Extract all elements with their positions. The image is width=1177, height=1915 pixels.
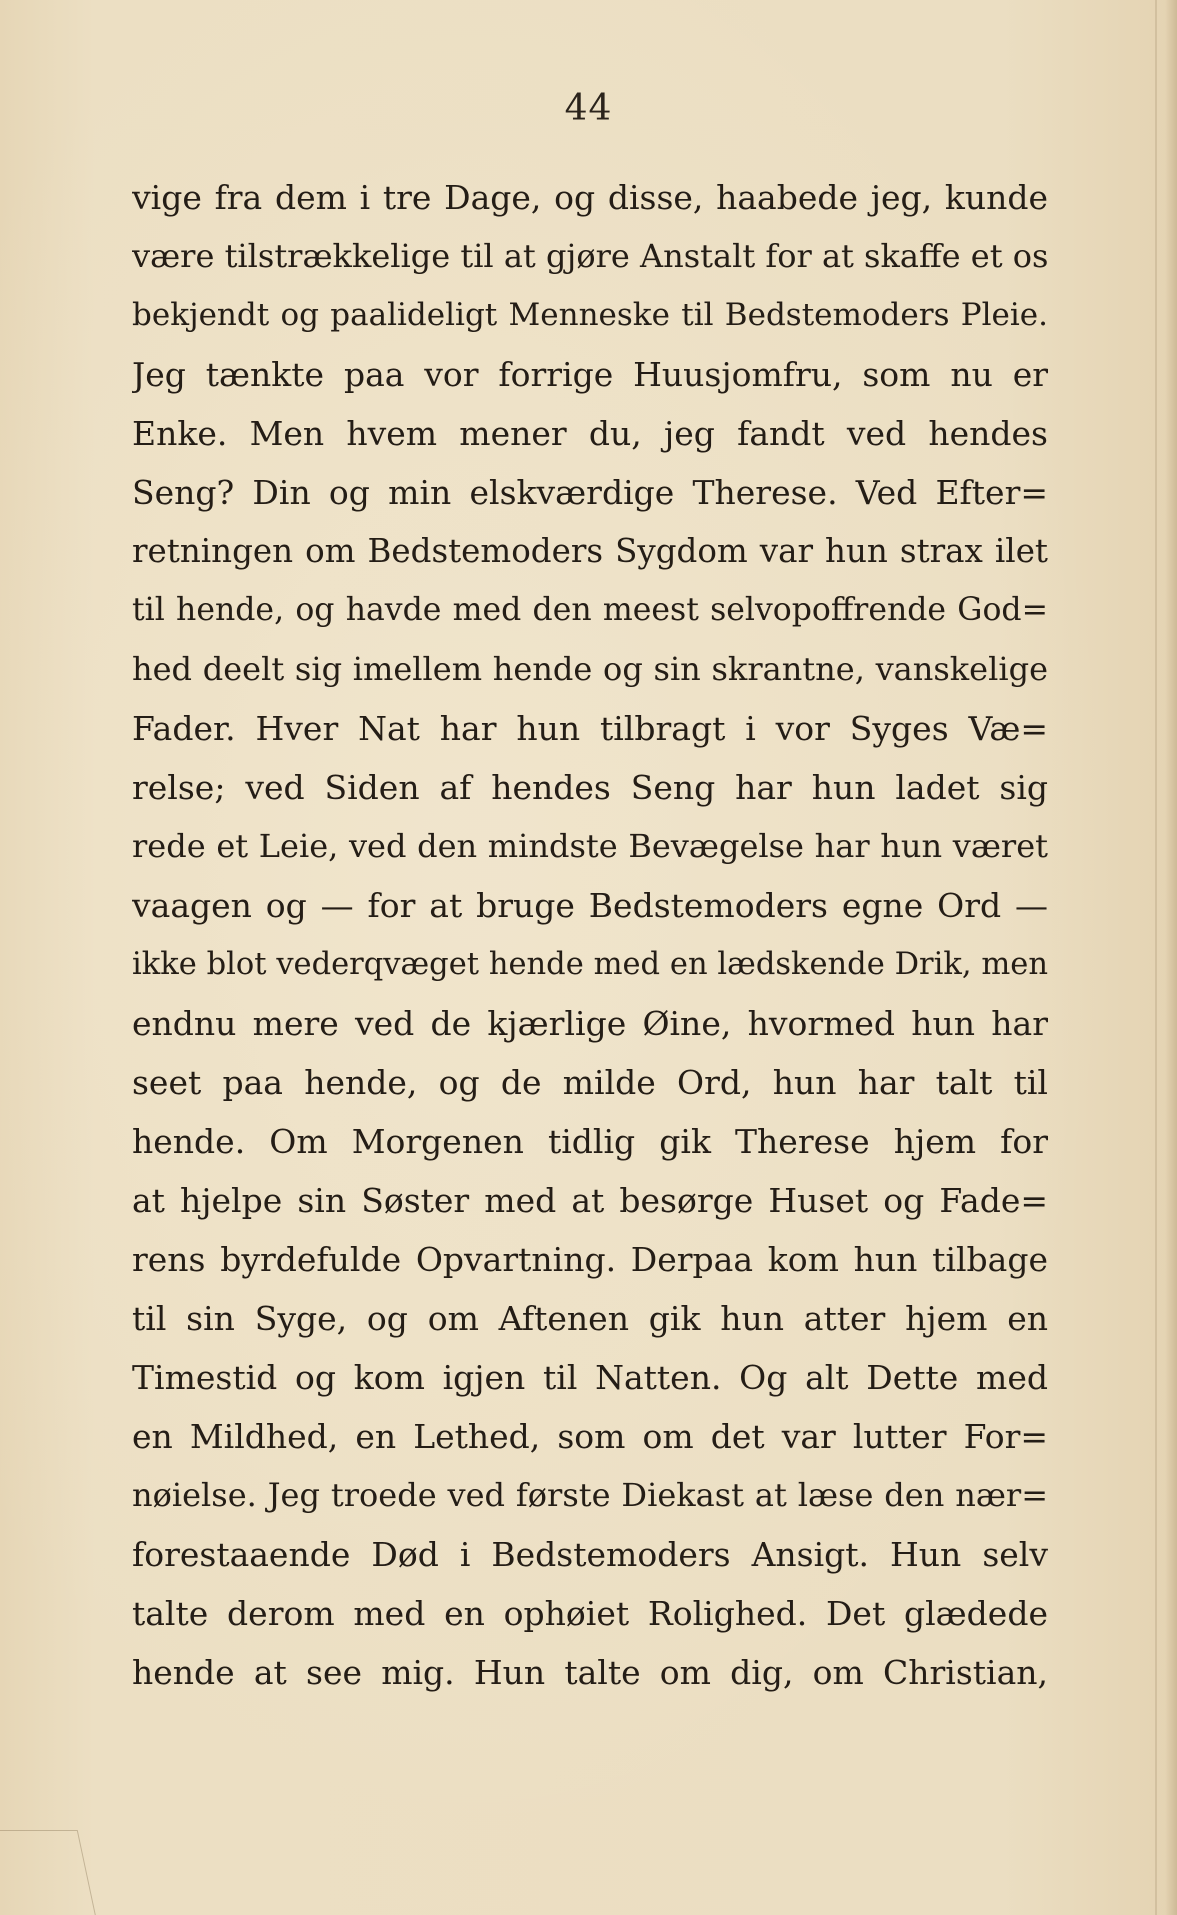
text-line: Fader. Hver Nat har hun tilbragt i vor Syges Væ= — [132, 709, 1048, 748]
text-line: til sin Syge, og om Aftenen gik hun atter hjem en — [132, 1299, 1048, 1338]
text-line: Jeg tænkte paa vor forrige Huusjomfru, som nu er — [132, 355, 1048, 394]
text-line: til hende, og havde med den meest selvopoffrende God= — [132, 592, 1048, 628]
text-line: retningen om Bedstemoders Sygdom var hun strax ilet — [132, 532, 1048, 570]
text-line: ikke blot vederqvæget hende med en lædskende Drik, men — [132, 947, 1048, 982]
text-line: hende. Om Morgenen tidlig gik Therese hjem for — [132, 1122, 1048, 1161]
text-line: forestaaende Død i Bedstemoders Ansigt. Hun selv — [132, 1535, 1048, 1574]
text-line: Timestid og kom igjen til Natten. Og alt Dette med — [132, 1358, 1048, 1397]
text-line: talte derom med en ophøiet Rolighed. Det glædede — [132, 1594, 1048, 1633]
text-line: vaagen og — for at bruge Bedstemoders egne Ord — — [132, 886, 1048, 925]
page-number: 44 — [564, 88, 613, 129]
text-line: Enke. Men hvem mener du, jeg fandt ved hendes — [132, 414, 1048, 453]
text-line: bekjendt og paalideligt Menneske til Bedstemoders Pleie. — [132, 297, 1048, 333]
text-line: en Mildhed, en Lethed, som om det var lutter For= — [132, 1417, 1048, 1456]
page-edge-shadow — [1165, 0, 1177, 1915]
text-line: relse; ved Siden af hendes Seng har hun ladet sig — [132, 768, 1048, 807]
text-line: hende at see mig. Hun talte om dig, om Christian, — [132, 1653, 1048, 1692]
text-line: Seng? Din og min elskværdige Therese. Ved Efter= — [132, 473, 1048, 512]
page-fold-line — [1155, 0, 1157, 1915]
text-line: rede et Leie, ved den mindste Bevægelse har hun været — [132, 827, 1048, 865]
text-line: vige fra dem i tre Dage, og disse, haabede jeg, kunde — [132, 178, 1048, 217]
text-line: rens byrdefulde Opvartning. Derpaa kom hun tilbage — [132, 1240, 1048, 1279]
text-line: være tilstrækkelige til at gjøre Anstalt for at skaffe et os — [132, 237, 1048, 275]
body-text — [132, 168, 1048, 1702]
text-line: at hjelpe sin Søster med at besørge Huset og Fade= — [132, 1181, 1048, 1220]
text-line: hed deelt sig imellem hende og sin skrantne, vanskelige — [132, 650, 1048, 688]
text-line: endnu mere ved de kjærlige Øine, hvormed hun har — [132, 1004, 1048, 1043]
page-corner-crease — [0, 1830, 96, 1915]
text-line: seet paa hende, og de milde Ord, hun har talt til — [132, 1063, 1048, 1102]
text-line: nøielse. Jeg troede ved første Diekast at læse den nær= — [132, 1476, 1048, 1514]
